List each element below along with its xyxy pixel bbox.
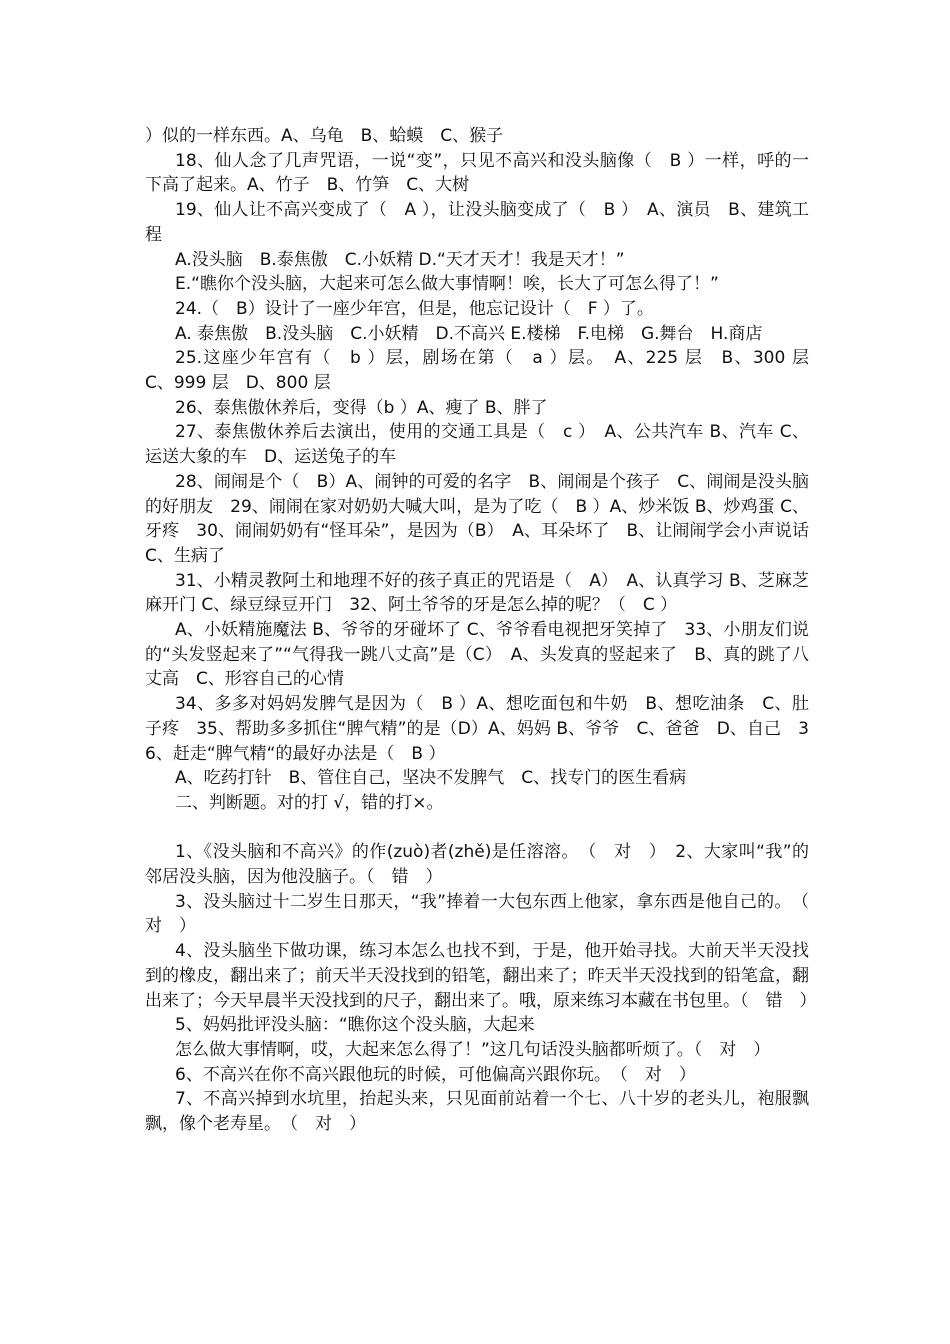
- paragraph-option-e: E.“瞧你个没头脑，大起来可怎么做大事情啊！唉，长大了可怎么得了！”: [175, 274, 719, 295]
- paragraph-q31-32: 31、小精灵教阿土和地理不好的孩子真正的咒语是（ A） A、认真学习 B、芝麻芝麻开门 C、绿豆绿豆开门 32、阿土爷爷的牙是怎么掉的呢？（ C ）: [145, 570, 809, 616]
- paragraph-q34-36: 34、多多对妈妈发脾气是因为（ B ）A、想吃面包和牛奶 B、想吃油条 C、肚子疼 35、帮助多多抓住“脾气精”的是（D）A、妈妈 B、爷爷 C、爸爸 D、自己 36、赶走“脾气精“的最好办法是（ B ）: [145, 694, 809, 764]
- paragraph-judge-7: 7、不高兴掉到水坑里，抬起头来，只见面前站着一个七、八十岁的老头儿，袍服飘飘，像个老寿星。 （ 对 ）: [145, 1089, 809, 1135]
- paragraph-q27: 27、泰焦傲休养后去演出，使用的交通工具是（ c ） A、公共汽车 B、汽车 C、运送大象的车 D、运送兔子的车: [145, 422, 809, 468]
- paragraph-q32-33: A、小妖精施魔法 B、爷爷的牙碰坏了 C、爷爷看电视把牙笑掉了 33、小朋友们说的“头发竖起来了”“气得我一跳八丈高”是（C） A、头发真的竖起来了 B、真的跳了八丈高 C、形容自己的心情: [145, 620, 809, 690]
- paragraph-options-a-d: A.没头脑 B.泰焦傲 C.小妖精 D.“天才天才！我是天才！”: [175, 249, 625, 270]
- paragraph-q24-options: A. 泰焦傲 B.没头脑 C.小妖精 D.不高兴 E.楼梯 F.电梯 G.舞台 H.商店: [175, 323, 763, 344]
- paragraph-q18: 18、仙人念了几声咒语，一说“变”，只见不高兴和没头脑像（ B ）一样，呼的一下高了起来。A、竹子 B、竹笋 C、大树: [145, 150, 809, 196]
- paragraph-judge-5: 5、妈妈批评没头脑：“瞧你这个没头脑，大起来: [175, 1015, 535, 1036]
- paragraph-q19: 19、仙人让不高兴变成了（ A ），让没头脑变成了（ B ） A、演员 B、建筑工程: [145, 200, 809, 245]
- section-heading-judgement: 二、判断题。对的打 √，错的打×。: [175, 792, 444, 813]
- paragraph-q17-options: ）似的一样东西。A、乌龟 B、蛤蟆 C、猴子: [145, 126, 504, 146]
- blank-line: [145, 816, 809, 841]
- paragraph-judge-3: 3、没头脑过十二岁生日那天，“我”捧着一大包东西上他家，拿东西是他自己的。 （ 对 ）: [145, 891, 826, 937]
- paragraph-q25: 25.这座少年宫有（ b ）层，剧场在第（ a ）层。 A、225 层 B、300 层 C、999 层 D、800 层: [145, 348, 826, 394]
- paragraph-judge-4: 4、没头脑坐下做功课，练习本怎么也找不到，于是，他开始寻找。大前天半天没找到的橡皮，翻出来了；前天半天没找到的铅笔，翻出来了；昨天半天没找到的铅笔盒，翻出来了；今天早晨半天没找到的尺子，翻出来了。哦，原来练习本藏在书包里。（ 错 ）: [145, 941, 817, 1011]
- paragraph-q26: 26、泰焦傲休养后，变得（b ）A、瘦了 B、胖了: [175, 397, 548, 418]
- paragraph-judge-6: 6、不高兴在你不高兴跟他玩的时候，可他偏高兴跟你玩。 （ 对 ）: [175, 1064, 696, 1085]
- paragraph-q36-options: A、吃药打针 B、管住自己，坚决不发脾气 C、找专门的医生看病: [175, 768, 687, 789]
- paragraph-q24: 24.（ B）设计了一座少年宫，但是，他忘记设计（ F ）了。: [175, 298, 654, 319]
- paragraph-judge-5-cont: 怎么做大事情啊，哎，大起来怎么得了！”这几句话没头脑都听烦了。（ 对 ）: [175, 1040, 771, 1060]
- document-body: [145, 124, 826, 1137]
- paragraph-q28-30: 28、闹闹是个（ B）A、闹钟的可爱的名字 B、闹闹是个孩子 C、闹闹是没头脑的好朋友 29、闹闹在家对奶奶大喊大叫，是为了吃（ B ）A、炒米饭 B、炒鸡蛋 C、牙疼 30、闹闹奶奶有“怪耳朵”，是因为（B） A、耳朵坏了 B、让闹闹学会小声说话 C、生病了: [145, 471, 809, 566]
- paragraph-judge-1-2: 1、《没头脑和不高兴》的作(zuò)者(zhě)是任溶溶。 （ 对 ） 2、大家叫“我”的邻居没头脑，因为他没脑子。（ 错 ）: [145, 842, 809, 888]
